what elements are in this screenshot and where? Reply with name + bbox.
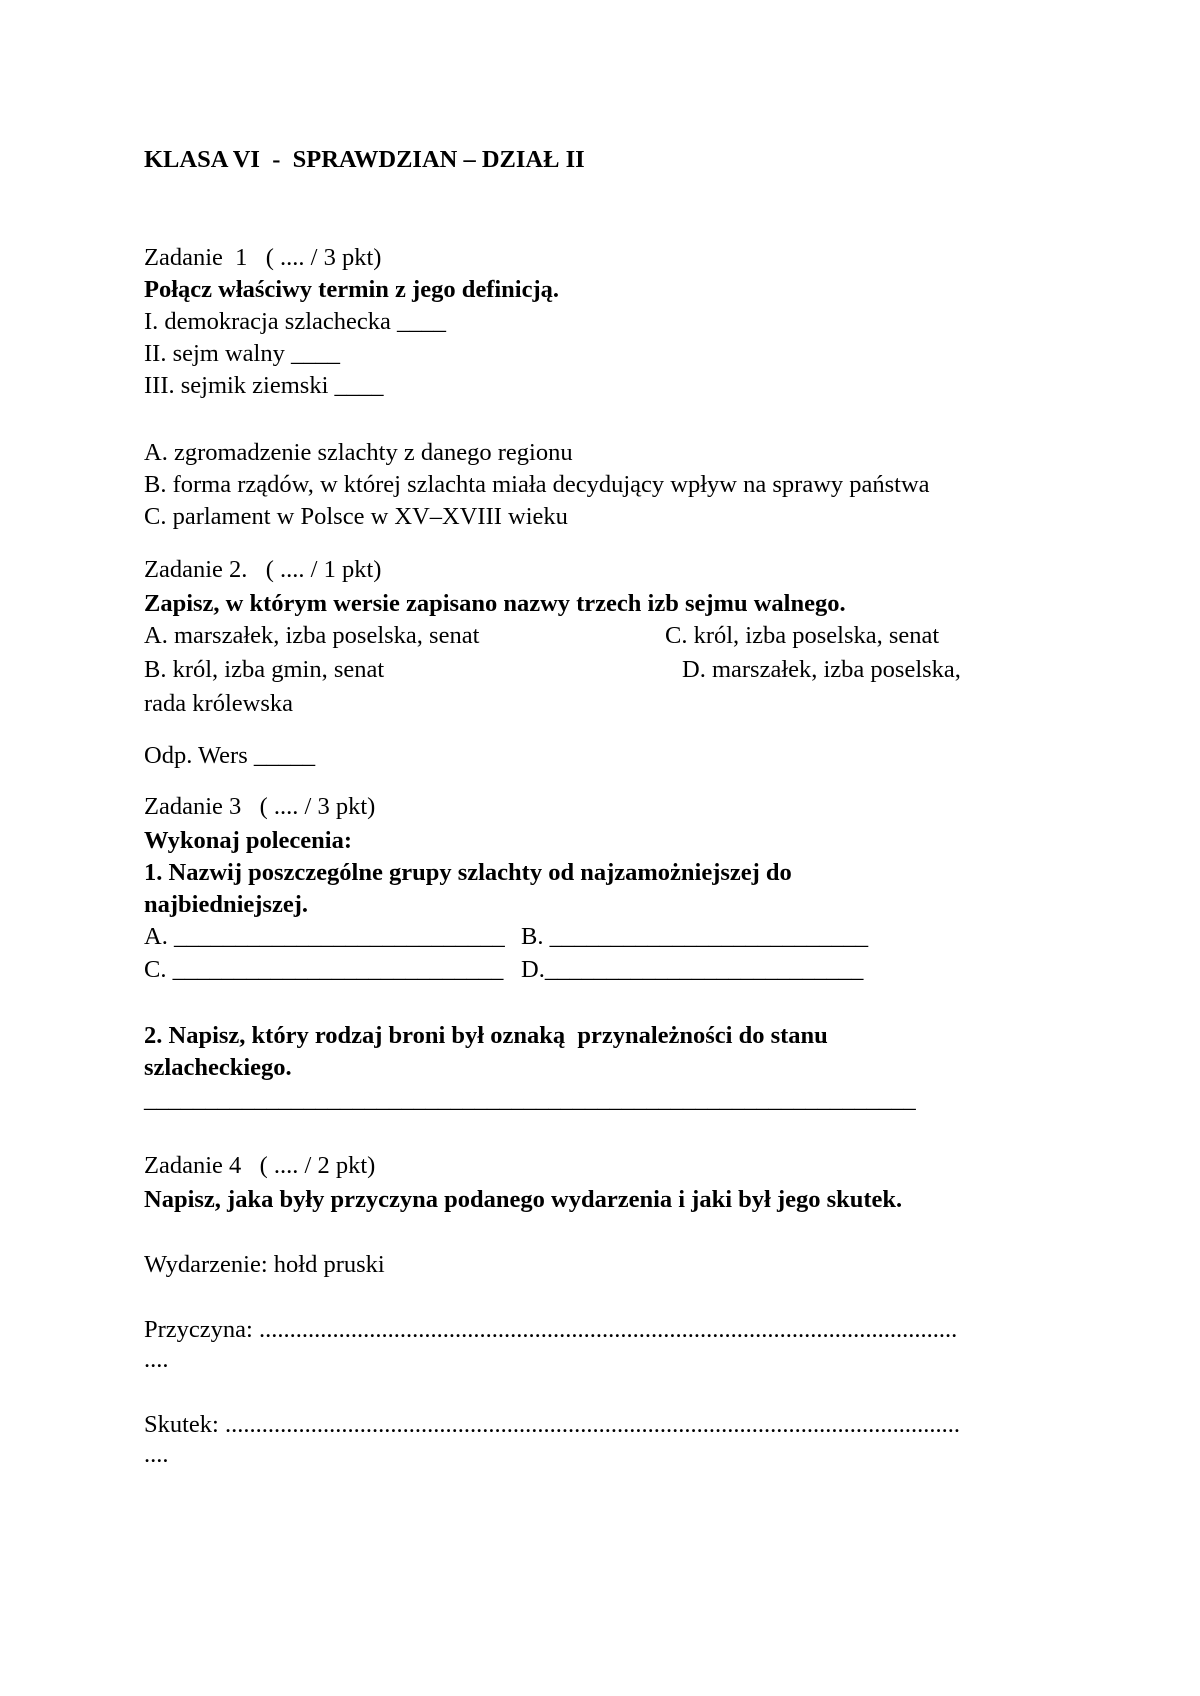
task1-term-3: III. sejmik ziemski ____ xyxy=(144,372,384,399)
task4-effect-continued: .... xyxy=(144,1441,169,1468)
task1-instruction: Połącz właściwy termin z jego definicją. xyxy=(144,276,560,303)
task3-instruction: Wykonaj polecenia: xyxy=(144,827,353,854)
task3-blank-b: B. __________________________ xyxy=(521,923,869,950)
task4-heading: Zadanie 4 ( .... / 2 pkt) xyxy=(144,1152,376,1179)
task3-question2-line2: szlacheckiego. xyxy=(144,1054,292,1081)
task3-question1-line1: 1. Nazwij poszczególne grupy szlachty od najzamożniejszej do xyxy=(144,859,792,886)
task4-cause: Przyczyna: .................................................................................................................. xyxy=(144,1316,958,1343)
task4-event: Wydarzenie: hołd pruski xyxy=(144,1251,385,1278)
task4-effect: Skutek: ........................................................................................................................ xyxy=(144,1411,960,1438)
task1-definition-c: C. parlament w Polsce w XV–XVIII wieku xyxy=(144,503,568,530)
task2-option-b: B. król, izba gmin, senat xyxy=(144,656,385,683)
task1-heading: Zadanie 1 ( .... / 3 pkt) xyxy=(144,244,382,271)
task2-instruction: Zapisz, w którym wersie zapisano nazwy trzech izb sejmu walnego. xyxy=(144,590,846,617)
task1-term-1: I. demokracja szlachecka ____ xyxy=(144,308,447,335)
task2-answer: Odp. Wers _____ xyxy=(144,742,316,769)
task2-option-c: C. król, izba poselska, senat xyxy=(665,622,940,649)
task3-blank-c: C. ___________________________ xyxy=(144,956,504,983)
task3-question1-line2: najbiedniejszej. xyxy=(144,891,308,918)
task3-blank-a: A. ___________________________ xyxy=(144,923,505,950)
task3-blank-d: D.__________________________ xyxy=(521,956,864,983)
task2-heading: Zadanie 2. ( .... / 1 pkt) xyxy=(144,556,382,583)
task2-option-d-continued: rada królewska xyxy=(144,690,293,717)
task4-instruction: Napisz, jaka były przyczyna podanego wydarzenia i jaki był jego skutek. xyxy=(144,1186,903,1213)
task3-heading: Zadanie 3 ( .... / 3 pkt) xyxy=(144,793,376,820)
task2-option-d: D. marszałek, izba poselska, xyxy=(682,656,961,683)
task3-question2-answer-line: _______________________________________________________________ xyxy=(144,1086,916,1113)
page-title: KLASA VI - SPRAWDZIAN – DZIAŁ II xyxy=(144,146,585,173)
task1-definition-b: B. forma rządów, w której szlachta miała decydujący wpływ na sprawy państwa xyxy=(144,471,930,498)
task1-term-2: II. sejm walny ____ xyxy=(144,340,340,367)
task2-option-a: A. marszałek, izba poselska, senat xyxy=(144,622,480,649)
task1-definition-a: A. zgromadzenie szlachty z danego regionu xyxy=(144,439,573,466)
task3-question2-line1: 2. Napisz, który rodzaj broni był oznaką przynależności do stanu xyxy=(144,1022,828,1049)
task4-cause-continued: .... xyxy=(144,1346,169,1373)
